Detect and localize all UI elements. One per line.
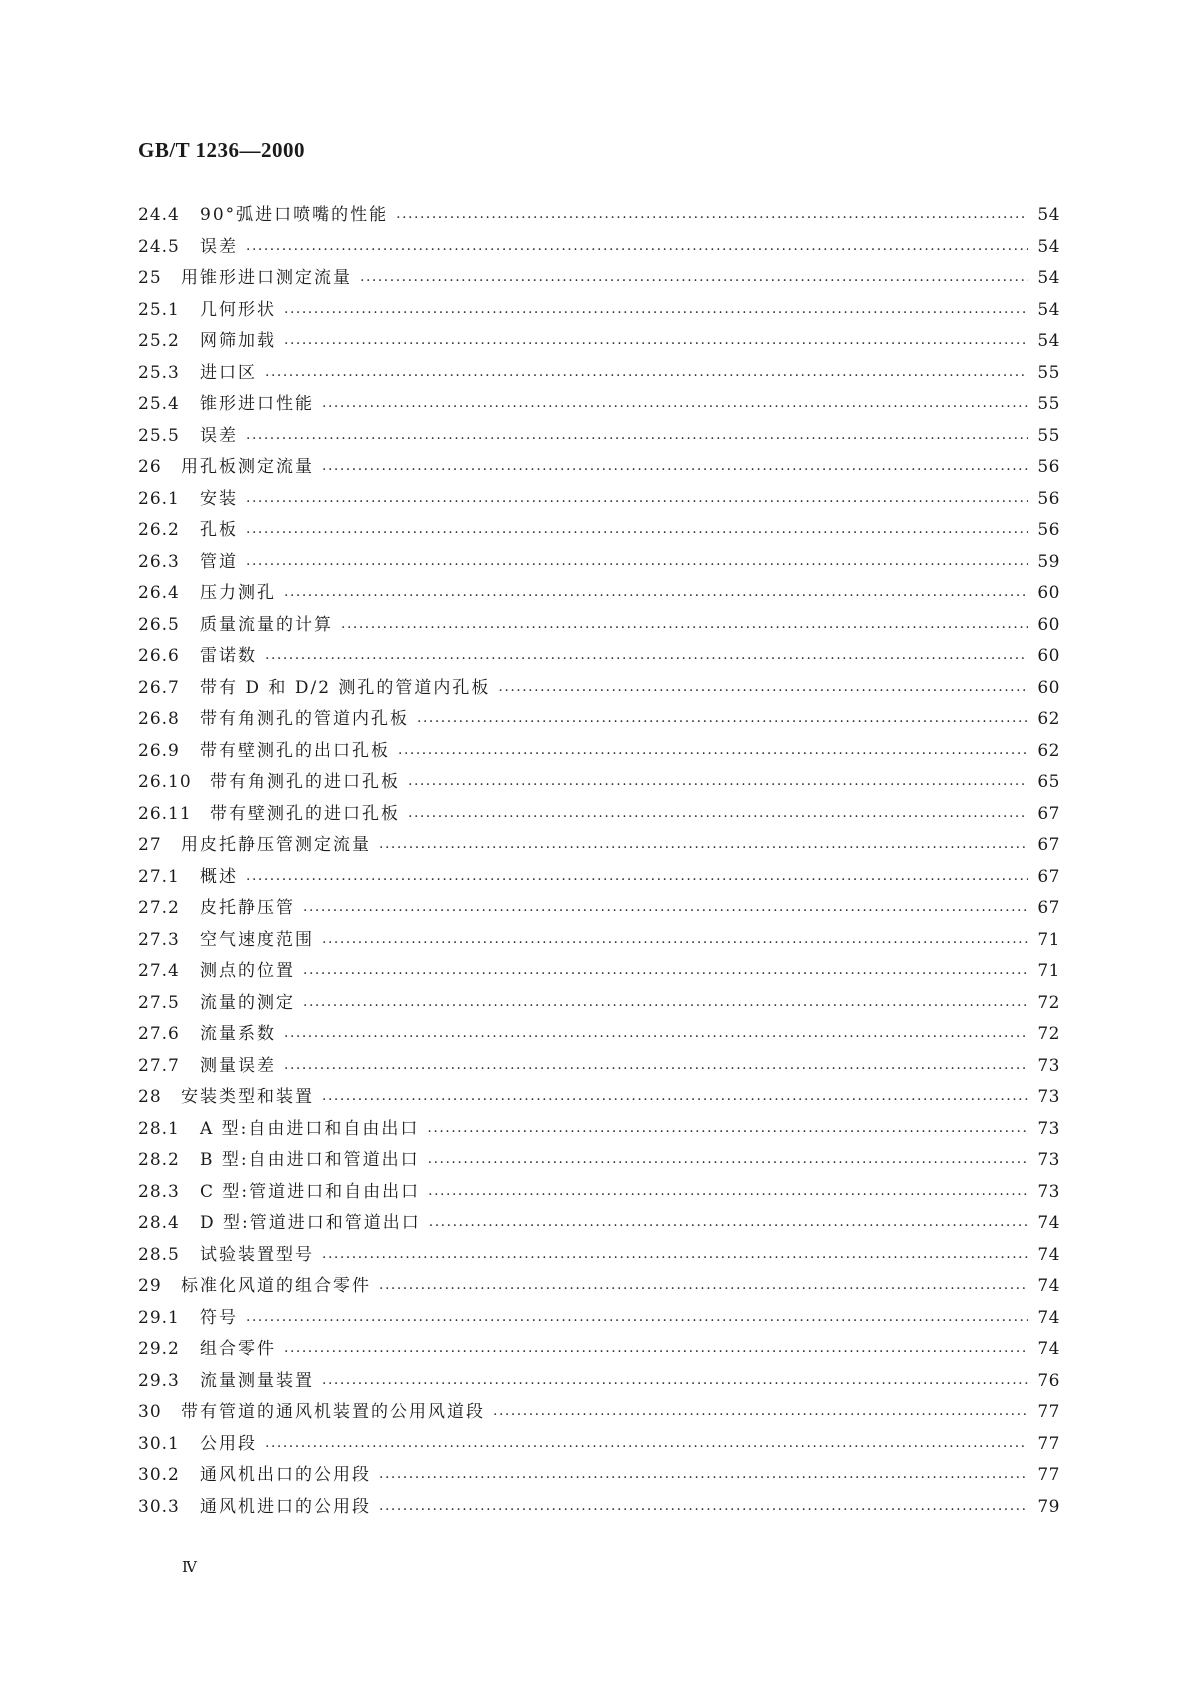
toc-entry-title: 标准化风道的组合零件 xyxy=(181,1276,371,1296)
dot-leader xyxy=(284,1336,1028,1368)
toc-entry-number: 28.4 xyxy=(138,1213,180,1233)
toc-entry-title: 误差 xyxy=(200,425,238,446)
toc-entry-number: 26.5 xyxy=(138,614,180,635)
toc-entry-page: 62 xyxy=(1037,709,1060,729)
toc-entry-number: 28.3 xyxy=(138,1181,180,1202)
toc-entry[interactable] xyxy=(138,925,1060,957)
toc-entry[interactable] xyxy=(138,1051,1060,1083)
toc-entry-title: 安装类型和装置 xyxy=(181,1087,314,1107)
dot-leader xyxy=(246,864,1028,896)
dot-leader xyxy=(246,1305,1028,1337)
toc-entry[interactable] xyxy=(138,610,1060,642)
toc-entry-title: 进口区 xyxy=(200,362,257,383)
toc-entry[interactable] xyxy=(138,1429,1060,1461)
toc-entry-page: 60 xyxy=(1037,646,1060,666)
toc-entry[interactable] xyxy=(138,1145,1060,1177)
toc-entry-number: 26.2 xyxy=(138,520,180,540)
dot-leader xyxy=(429,1210,1028,1242)
toc-entry-page: 73 xyxy=(1037,1181,1060,1202)
toc-entry-title: 孔板 xyxy=(200,520,238,540)
dot-leader xyxy=(427,1116,1028,1148)
toc-entry-title: 带有角测孔的管道内孔板 xyxy=(200,709,409,729)
toc-entry-number: 28.1 xyxy=(138,1118,180,1139)
toc-entry-title: 带有管道的通风机装置的公用风道段 xyxy=(181,1402,485,1422)
dot-leader xyxy=(246,486,1028,518)
dot-leader xyxy=(428,1147,1028,1179)
dot-leader xyxy=(284,328,1028,360)
toc-entry-title: 带有壁测孔的进口孔板 xyxy=(210,803,400,824)
toc-entry-page: 73 xyxy=(1037,1118,1060,1139)
toc-entry-title: D 型:管道进口和管道出口 xyxy=(200,1213,421,1233)
toc-entry[interactable] xyxy=(138,1271,1060,1303)
toc-entry-title: 符号 xyxy=(200,1307,238,1328)
toc-entry-page: 71 xyxy=(1037,961,1060,981)
toc-entry-page: 56 xyxy=(1037,488,1060,509)
toc-entry-page: 74 xyxy=(1037,1213,1060,1233)
toc-entry-title: 测量误差 xyxy=(200,1055,276,1076)
toc-entry[interactable] xyxy=(138,1208,1060,1240)
dot-leader xyxy=(408,769,1028,801)
toc-entry-page: 60 xyxy=(1037,614,1060,635)
toc-entry-page: 56 xyxy=(1037,457,1060,477)
toc-entry[interactable] xyxy=(138,1492,1060,1524)
toc-entry-number: 27.2 xyxy=(138,898,180,918)
toc-entry-page: 60 xyxy=(1037,677,1060,698)
dot-leader xyxy=(396,202,1028,234)
dot-leader xyxy=(322,1084,1028,1116)
dot-leader xyxy=(360,265,1028,297)
toc-entry[interactable] xyxy=(138,799,1060,831)
toc-entry-title: 锥形进口性能 xyxy=(200,394,314,414)
toc-entry-number: 24.4 xyxy=(138,205,180,225)
toc-entry-number: 26.8 xyxy=(138,709,180,729)
toc-entry-title: 用皮托静压管测定流量 xyxy=(181,835,371,855)
dot-leader xyxy=(284,297,1028,329)
dot-leader xyxy=(246,234,1028,266)
toc-entry-number: 25.4 xyxy=(138,394,180,414)
toc-entry-page: 74 xyxy=(1037,1244,1060,1265)
toc-entry-title: 带有 D 和 D/2 测孔的管道内孔板 xyxy=(200,677,491,698)
toc-entry-page: 65 xyxy=(1037,772,1060,792)
toc-entry[interactable] xyxy=(138,263,1060,295)
dot-leader xyxy=(498,675,1028,707)
toc-entry[interactable] xyxy=(138,389,1060,421)
toc-entry-number: 25 xyxy=(138,268,162,288)
toc-entry-page: 77 xyxy=(1037,1402,1060,1422)
toc-entry-page: 62 xyxy=(1037,740,1060,761)
dot-leader xyxy=(379,1462,1028,1494)
dot-leader xyxy=(322,1242,1028,1274)
toc-entry[interactable] xyxy=(138,515,1060,547)
toc-entry-page: 72 xyxy=(1037,992,1060,1013)
toc-entry-number: 25.2 xyxy=(138,331,180,351)
toc-entry-page: 77 xyxy=(1037,1433,1060,1454)
toc-entry[interactable] xyxy=(138,1366,1060,1398)
toc-entry-title: 流量的测定 xyxy=(200,992,295,1013)
toc-entry-page: 72 xyxy=(1037,1024,1060,1044)
dot-leader xyxy=(408,801,1028,833)
dot-leader xyxy=(246,549,1028,581)
toc-entry-page: 74 xyxy=(1037,1276,1060,1296)
toc-entry[interactable] xyxy=(138,704,1060,736)
dot-leader xyxy=(379,832,1028,864)
toc-entry[interactable] xyxy=(138,988,1060,1020)
dot-leader xyxy=(417,706,1028,738)
toc-entry[interactable] xyxy=(138,358,1060,390)
toc-entry-page: 54 xyxy=(1037,268,1060,288)
dot-leader xyxy=(322,391,1028,423)
toc-entry[interactable] xyxy=(138,1303,1060,1335)
toc-entry-number: 26.1 xyxy=(138,488,180,509)
toc-entry-page: 71 xyxy=(1037,929,1060,950)
dot-leader xyxy=(246,423,1028,455)
toc-entry-number: 30.3 xyxy=(138,1496,180,1517)
dot-leader xyxy=(265,1431,1028,1463)
toc-entry[interactable] xyxy=(138,893,1060,925)
dot-leader xyxy=(322,927,1028,959)
toc-entry-number: 26.6 xyxy=(138,646,180,666)
toc-entry-title: B 型:自由进口和管道出口 xyxy=(200,1150,420,1170)
toc-entry-number: 26.3 xyxy=(138,551,180,572)
toc-entry[interactable] xyxy=(138,767,1060,799)
toc-entry[interactable] xyxy=(138,1019,1060,1051)
toc-entry-number: 25.1 xyxy=(138,299,180,320)
toc-entry-title: 质量流量的计算 xyxy=(200,614,333,635)
toc-entry-number: 25.5 xyxy=(138,425,180,446)
toc-entry[interactable] xyxy=(138,641,1060,673)
toc-entry-number: 27.5 xyxy=(138,992,180,1013)
toc-entry-title: 安装 xyxy=(200,488,238,509)
toc-entry-page: 73 xyxy=(1037,1055,1060,1076)
toc-entry-number: 24.5 xyxy=(138,236,180,257)
toc-entry-page: 76 xyxy=(1037,1370,1060,1391)
toc-entry-title: 管道 xyxy=(200,551,238,572)
toc-entry[interactable] xyxy=(138,1460,1060,1492)
toc-entry-number: 27.7 xyxy=(138,1055,180,1076)
toc-entry[interactable] xyxy=(138,547,1060,579)
dot-leader xyxy=(303,990,1028,1022)
dot-leader xyxy=(379,1494,1028,1526)
toc-entry-title: 带有壁测孔的出口孔板 xyxy=(200,740,390,761)
toc-entry-number: 27.6 xyxy=(138,1024,180,1044)
toc-entry-title: 公用段 xyxy=(200,1433,257,1454)
toc-entry-number: 29 xyxy=(138,1276,162,1296)
toc-entry-page: 54 xyxy=(1037,205,1060,225)
toc-entry[interactable] xyxy=(138,326,1060,358)
toc-entry-title: 试验装置型号 xyxy=(200,1244,314,1265)
toc-entry-page: 79 xyxy=(1037,1496,1060,1517)
toc-entry-title: 用孔板测定流量 xyxy=(181,457,314,477)
toc-entry-number: 26.10 xyxy=(138,772,192,792)
toc-entry-title: 雷诺数 xyxy=(200,646,257,666)
toc-entry-page: 67 xyxy=(1037,866,1060,887)
toc-entry[interactable] xyxy=(138,200,1060,232)
toc-entry-page: 77 xyxy=(1037,1465,1060,1485)
toc-entry[interactable] xyxy=(138,1240,1060,1272)
toc-entry-number: 30 xyxy=(138,1402,162,1422)
toc-entry-title: 空气速度范围 xyxy=(200,929,314,950)
toc-entry-number: 27.4 xyxy=(138,961,180,981)
toc-entry-title: 流量测量装置 xyxy=(200,1370,314,1391)
toc-entry[interactable] xyxy=(138,578,1060,610)
toc-entry[interactable] xyxy=(138,736,1060,768)
toc-entry-number: 29.2 xyxy=(138,1339,180,1359)
dot-leader xyxy=(284,1053,1028,1085)
toc-entry-title: 90°弧进口喷嘴的性能 xyxy=(200,205,389,225)
toc-entry-title: 几何形状 xyxy=(200,299,276,320)
toc-entry-number: 28.2 xyxy=(138,1150,180,1170)
toc-entry-page: 55 xyxy=(1037,362,1060,383)
document-id: GB/T 1236—2000 xyxy=(138,138,306,162)
toc-entry[interactable] xyxy=(138,956,1060,988)
toc-entry[interactable] xyxy=(138,421,1060,453)
toc-entry-title: 压力测孔 xyxy=(200,583,276,603)
toc-entry-page: 56 xyxy=(1037,520,1060,540)
toc-entry-title: C 型:管道进口和自由出口 xyxy=(200,1181,421,1202)
toc-entry-number: 30.1 xyxy=(138,1433,180,1454)
toc-entry-page: 59 xyxy=(1037,551,1060,572)
toc-entry-page: 55 xyxy=(1037,425,1060,446)
toc-entry-page: 73 xyxy=(1037,1087,1060,1107)
toc-entry-number: 27.1 xyxy=(138,866,180,887)
dot-leader xyxy=(322,454,1028,486)
toc-entry-number: 29.3 xyxy=(138,1370,180,1391)
toc-entry[interactable] xyxy=(138,862,1060,894)
toc-entry-title: 通风机进口的公用段 xyxy=(200,1496,371,1517)
toc-entry[interactable] xyxy=(138,1334,1060,1366)
toc-entry-page: 74 xyxy=(1037,1339,1060,1359)
toc-entry-page: 60 xyxy=(1037,583,1060,603)
dot-leader xyxy=(341,612,1028,644)
dot-leader xyxy=(428,1179,1028,1211)
toc-entry-title: 用锥形进口测定流量 xyxy=(181,268,352,288)
toc-entry-page: 73 xyxy=(1037,1150,1060,1170)
toc-entry-title: 网筛加载 xyxy=(200,331,276,351)
toc-entry-number: 25.3 xyxy=(138,362,180,383)
dot-leader xyxy=(303,958,1028,990)
toc-entry-title: 流量系数 xyxy=(200,1024,276,1044)
page-number: Ⅳ xyxy=(182,1558,197,1576)
toc-entry-number: 29.1 xyxy=(138,1307,180,1328)
toc-entry-page: 67 xyxy=(1037,898,1060,918)
toc-entry[interactable] xyxy=(138,1177,1060,1209)
toc-entry-title: 测点的位置 xyxy=(200,961,295,981)
toc-entry-page: 54 xyxy=(1037,236,1060,257)
toc-entry-page: 54 xyxy=(1037,331,1060,351)
toc-entry-title: 皮托静压管 xyxy=(200,898,295,918)
toc-entry-title: 误差 xyxy=(200,236,238,257)
toc-entry-number: 28 xyxy=(138,1087,162,1107)
dot-leader xyxy=(493,1399,1028,1431)
toc-entry-title: 组合零件 xyxy=(200,1339,276,1359)
toc-entry[interactable] xyxy=(138,295,1060,327)
toc-entry-title: 通风机出口的公用段 xyxy=(200,1465,371,1485)
toc-entry-title: 概述 xyxy=(200,866,238,887)
dot-leader xyxy=(246,517,1028,549)
toc-entry-page: 67 xyxy=(1037,835,1060,855)
toc-entry-number: 28.5 xyxy=(138,1244,180,1265)
toc-entry-page: 74 xyxy=(1037,1307,1060,1328)
toc-entry[interactable] xyxy=(138,232,1060,264)
toc-entry-number: 27.3 xyxy=(138,929,180,950)
toc-entry-number: 30.2 xyxy=(138,1465,180,1485)
toc-entry-page: 55 xyxy=(1037,394,1060,414)
dot-leader xyxy=(379,1273,1028,1305)
dot-leader xyxy=(303,895,1028,927)
toc-entry[interactable] xyxy=(138,673,1060,705)
toc-entry-number: 26.7 xyxy=(138,677,180,698)
dot-leader xyxy=(284,580,1028,612)
dot-leader xyxy=(265,360,1028,392)
toc-entry[interactable] xyxy=(138,452,1060,484)
toc-entry-number: 26 xyxy=(138,457,162,477)
dot-leader xyxy=(398,738,1028,770)
toc-entry-page: 67 xyxy=(1037,803,1060,824)
toc-entry[interactable] xyxy=(138,1114,1060,1146)
toc-entry-page: 54 xyxy=(1037,299,1060,320)
dot-leader xyxy=(322,1368,1028,1400)
toc-entry-number: 27 xyxy=(138,835,162,855)
table-of-contents xyxy=(138,200,1060,1523)
toc-entry-number: 26.9 xyxy=(138,740,180,761)
toc-entry[interactable] xyxy=(138,484,1060,516)
toc-entry-title: A 型:自由进口和自由出口 xyxy=(200,1118,420,1139)
dot-leader xyxy=(284,1021,1028,1053)
toc-entry[interactable] xyxy=(138,1082,1060,1114)
toc-entry-number: 26.4 xyxy=(138,583,180,603)
toc-entry-number: 26.11 xyxy=(138,803,192,824)
toc-entry[interactable] xyxy=(138,830,1060,862)
dot-leader xyxy=(265,643,1028,675)
toc-entry[interactable] xyxy=(138,1397,1060,1429)
toc-entry-title: 带有角测孔的进口孔板 xyxy=(210,772,400,792)
